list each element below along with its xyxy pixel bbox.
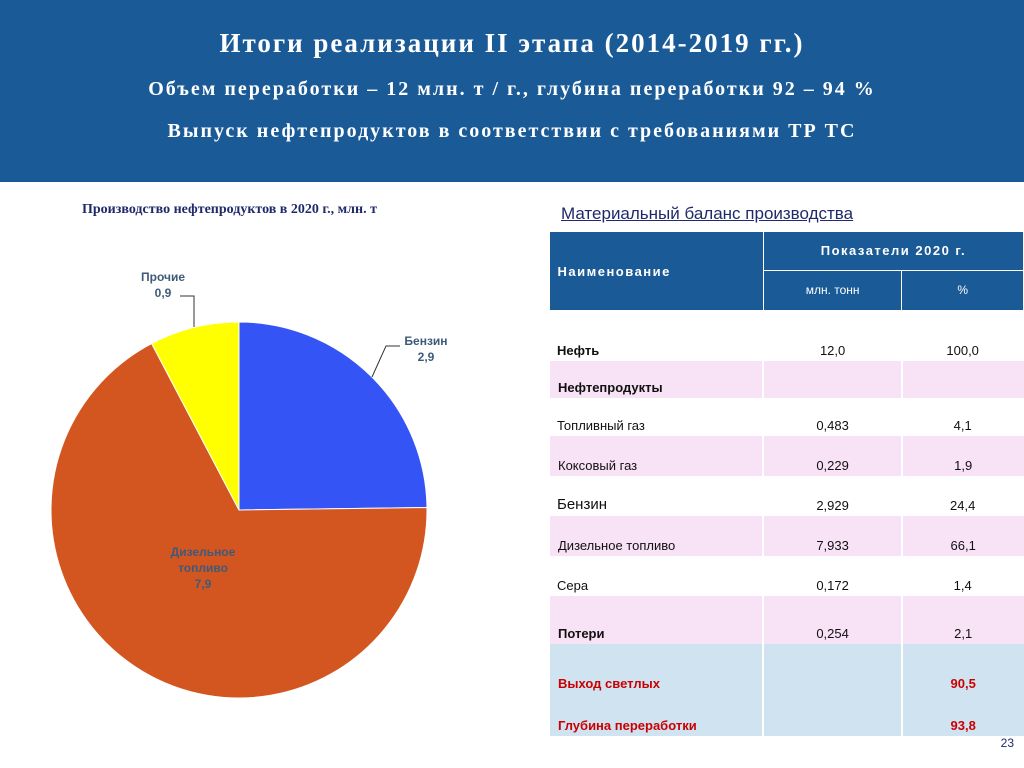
row-pct: 4,1 [902, 398, 1024, 436]
header-indicators: Показатели 2020 г. [763, 232, 1023, 271]
table-row [549, 694, 1024, 736]
slide-subtitle-1: Объем переработки – 12 млн. т / г., глубина переработки 92 – 94 % [148, 78, 876, 100]
row-pct: 1,9 [902, 436, 1024, 476]
row-value: 0,229 [763, 436, 901, 476]
table-row [549, 516, 1024, 556]
slide-header [0, 0, 1024, 182]
row-pct: 100,0 [902, 311, 1024, 361]
label-other-name: Прочие [140, 270, 186, 284]
label-benzin-name: Бензин [404, 334, 448, 348]
row-pct: 90,5 [902, 644, 1024, 694]
table-row [549, 311, 1024, 361]
chart-title: Производство нефтепродуктов в 2020 г., млн. т [82, 202, 377, 217]
header-unit: млн. тонн [763, 270, 901, 310]
row-name: Нефтепродукты [549, 361, 763, 398]
table-row [549, 644, 1024, 694]
table-row [549, 436, 1024, 476]
table-title: Материальный баланс производства [561, 204, 854, 223]
row-name: Глубина переработки [549, 694, 763, 736]
row-name: Сера [549, 556, 763, 596]
row-pct: 66,1 [902, 516, 1024, 556]
row-name: Выход светлых [549, 644, 763, 694]
row-pct [902, 361, 1024, 398]
row-name: Потери [549, 596, 763, 644]
material-balance-table [548, 231, 1024, 736]
label-diesel-name-1: Дизельное [170, 545, 236, 559]
row-value: 0,172 [763, 556, 901, 596]
row-pct: 2,1 [902, 596, 1024, 644]
pie-chart [0, 240, 520, 720]
slide-title: Итоги реализации II этапа (2014-2019 гг.) [219, 28, 805, 58]
table-row [549, 556, 1024, 596]
label-diesel-value: 7,9 [194, 577, 212, 591]
label-other-value: 0,9 [154, 286, 172, 300]
row-value: 0,254 [763, 596, 901, 644]
row-pct: 1,4 [902, 556, 1024, 596]
page-number: 23 [1000, 736, 1014, 750]
table-row [549, 596, 1024, 644]
row-name: Дизельное топливо [549, 516, 763, 556]
table-row [549, 398, 1024, 436]
row-value: 7,933 [763, 516, 901, 556]
header-name: Наименование [549, 232, 763, 311]
row-name: Бензин [549, 476, 763, 516]
row-pct: 24,4 [902, 476, 1024, 516]
row-name: Коксовый газ [549, 436, 763, 476]
leader-line-other [180, 296, 194, 327]
slide-subtitle-2: Выпуск нефтепродуктов в соответствии с требованиями ТР ТС [167, 120, 857, 142]
label-diesel-name-2: топливо [178, 561, 228, 575]
row-value: 0,483 [763, 398, 901, 436]
row-name: Нефть [549, 311, 763, 361]
row-value: 2,929 [763, 476, 901, 516]
row-value: 12,0 [763, 311, 901, 361]
row-value [763, 644, 901, 694]
row-pct: 93,8 [902, 694, 1024, 736]
row-name: Топливный газ [549, 398, 763, 436]
leader-line-benzin [372, 346, 400, 377]
header-pct: % [902, 270, 1024, 310]
table-row [549, 361, 1024, 398]
pie-slice-benzin [239, 322, 427, 510]
label-benzin-value: 2,9 [417, 350, 435, 364]
table-row [549, 476, 1024, 516]
row-value [763, 694, 901, 736]
row-value [763, 361, 901, 398]
